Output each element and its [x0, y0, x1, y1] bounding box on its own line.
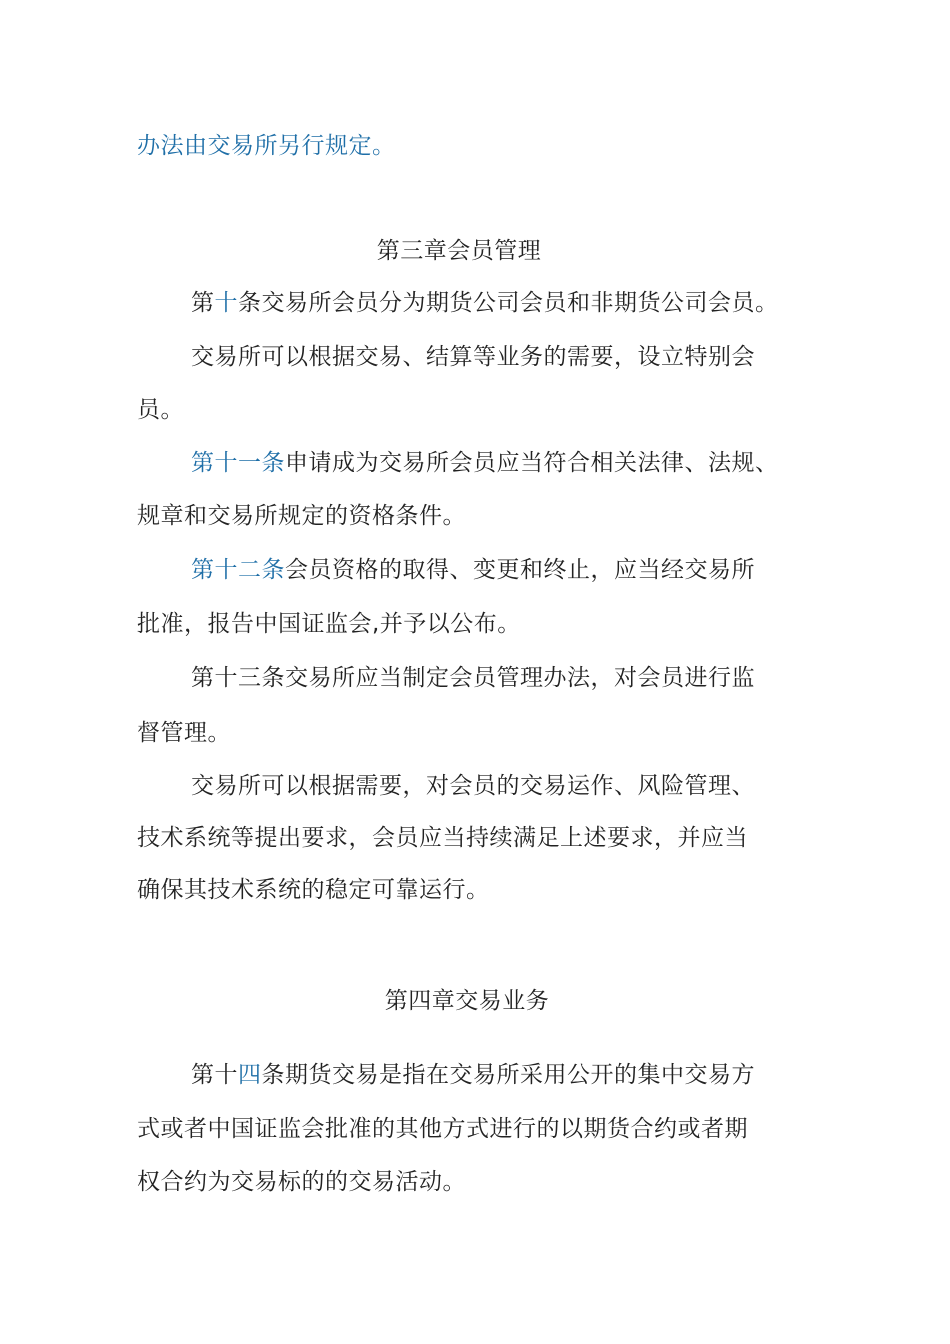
- article-12-text: 会员资格的取得、变更和终止，应当经交易所: [285, 557, 755, 583]
- article-14-line: [191, 1060, 755, 1090]
- article-11-line: [191, 448, 779, 478]
- text-line: 确保其技术系统的稳定可靠运行。: [137, 877, 490, 903]
- article-12-line: [191, 555, 755, 585]
- article-14-text: 条期货交易是指在交易所采用公开的集中交易方: [261, 1062, 755, 1088]
- chapter-3-heading: 第三章会员管理: [376, 238, 542, 264]
- article-14-prefix: 第十: [191, 1062, 238, 1088]
- article-12-number: 第十二条: [191, 557, 285, 583]
- article-11-number: 第十一条: [191, 450, 285, 476]
- text-line: 式或者中国证监会批准的其他方式进行的以期货合约或者期: [137, 1116, 748, 1142]
- text-line: 员。: [137, 397, 184, 423]
- article-10-text: 条交易所会员分为期货公司会员和非期货公司会员。: [238, 290, 779, 316]
- text-line: 交易所可以根据交易、结算等业务的需要，设立特别会: [191, 344, 755, 370]
- text-line: 督管理。: [137, 720, 231, 746]
- article-10-line: [191, 288, 779, 318]
- text-line: 办法由交易所另行规定。: [137, 133, 396, 159]
- article-10-number: 十: [214, 290, 238, 316]
- text-line: 交易所可以根据需要，对会员的交易运作、风险管理、: [191, 773, 755, 799]
- text-line: 权合约为交易标的的交易活动。: [137, 1169, 466, 1195]
- article-11-text: 申请成为交易所会员应当符合相关法律、法规、: [285, 450, 779, 476]
- chapter-4-heading: 第四章交易业务: [384, 988, 550, 1014]
- article-14-number: 四: [238, 1062, 262, 1088]
- text-line: 规章和交易所规定的资格条件。: [137, 503, 466, 529]
- article-10-prefix: 第: [191, 290, 215, 316]
- text-line: 技术系统等提出要求，会员应当持续满足上述要求，并应当: [137, 825, 748, 851]
- text-line: 第十三条交易所应当制定会员管理办法，对会员进行监: [191, 665, 755, 691]
- text-line: 批准，报告中国证监会,并予以公布。: [137, 611, 521, 637]
